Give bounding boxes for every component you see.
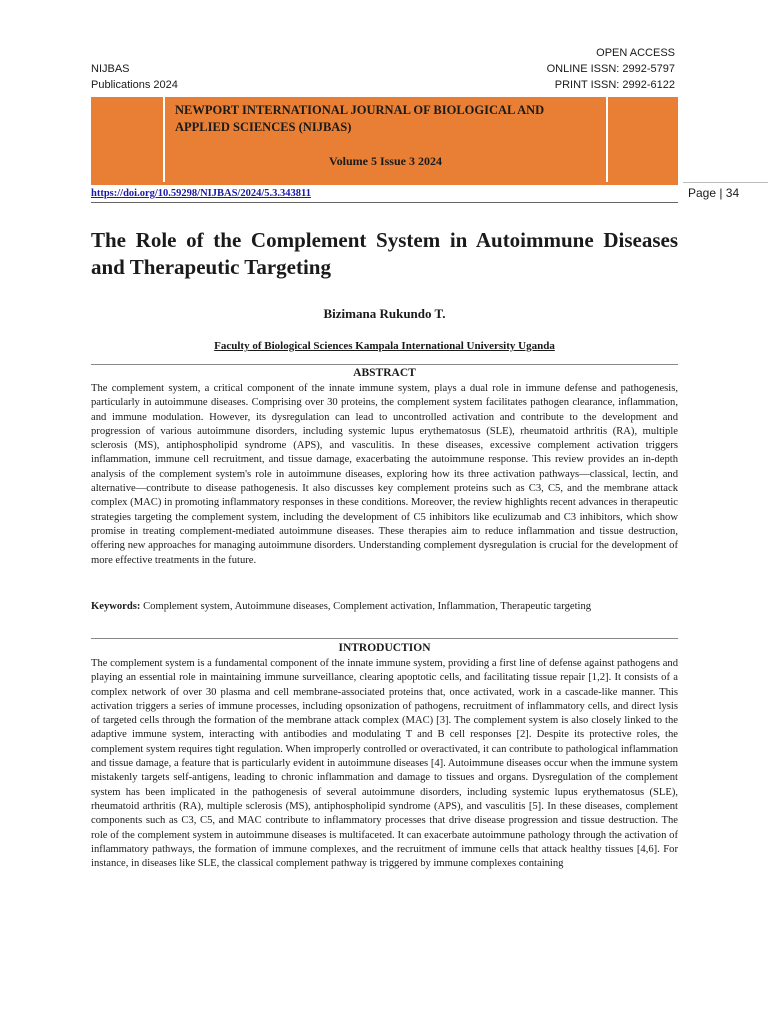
header-right [547, 45, 675, 93]
introduction-heading: INTRODUCTION [338, 642, 431, 654]
introduction-text: The complement system is a fundamental component of the innate immune system, providing a first line of defense against pathogens and playing an essential role in maintaining immune surveillance, clearing apoptotic cells, and facilitating tissue repair [1,2]. It consists of a complex network of over 30 plasma and cell membrane-associated proteins that, once activated, work in a cascade-like manner. This activation triggers a series of immune processes, including opsonization of pathogens, recruitment of inflammatory cells, and direct lysis of targeted cells through the formation of the membrane attack complex (MAC) [3]. The complement system is also closely linked to the adaptive immune system, interacting with antibodies and modulating T and B cell responses [2]. Despite its protective roles, the complement system requires tight regulation. When improperly controlled or overactivated, it can contribute to pathological inflammation and tissue damage, a feature that is particularly evident in autoimmune diseases [4]. Autoimmune diseases occur when the immune system mistakenly targets self-antigens, leading to chronic inflammation and damage to tissues and organs. Dysregulation of the complement system has been implicated in the pathogenesis of several autoimmune disorders, including systemic lupus erythematosus (SLE), rheumatoid arthritis (RA), multiple sclerosis (MS), antiphospholipid syndrome (APS), and vasculitis [5]. In these diseases, complement components such as C3, C5, and MAC contribute to inflammatory processes that drive disease progression and tissue destruction. The role of the complement system in autoimmune diseases is multifaceted. It can exacerbate autoimmune pathology through the activation of inflammatory pathways, the formation of immune complexes, and the recruitment of immune cells that attack healthy tissues [4,6]. For instance, in diseases like SLE, the classical complement pathway is triggered by immune complexes containing [91, 658, 678, 870]
online-issn: ONLINE ISSN: 2992-5797 [546, 63, 675, 75]
page-number-rule [683, 182, 768, 183]
keywords-label: Keywords: [91, 601, 141, 612]
author-affiliation: Faculty of Biological Sciences Kampala International University Uganda [214, 340, 555, 352]
journal-short: NIJBAS [91, 63, 130, 75]
doi-link[interactable]: https://doi.org/10.59298/NIJBAS/2024/5.3.343811 [91, 188, 311, 199]
doi-rule [91, 202, 678, 203]
article-title: The Role of the Complement System in Autoimmune Diseases and Therapeutic Targeting [91, 228, 678, 279]
open-access-label: OPEN ACCESS [596, 47, 675, 59]
abstract-text: The complement system, a critical component of the innate immune system, plays a dual role in immune defense and pathogenesis, particularly in autoimmune diseases. Comprising over 30 proteins, the complement system facilitates pathogen clearance, inflammation, and immune modulation. However, its dysregulation can lead to uncontrolled activation and contribute to the development and progression of various autoimmune disorders, including systemic lupus erythematosus (SLE), rheumatoid arthritis (RA), multiple sclerosis (MS), antiphospholipid syndrome (APS), and vasculitis. In these diseases, excessive complement activation triggers inflammation, immune cell recruitment, and tissue damage, exacerbating the autoimmune response. This review provides an in-depth analysis of the complement system's role in autoimmune diseases, exploring how its three activation pathways—classical, lectin, and alternative—contribute to disease pathogenesis. It also discusses key complement proteins such as C3, C5, and the membrane attack complex (MAC) in promoting inflammatory responses in these conditions. Moreover, the review highlights recent advances in therapeutic strategies targeting the complement system, including the development of C5 inhibitors like eculizumab and C3 inhibitors, which show promise in treating complement-mediated autoimmune diseases. These therapies aim to reduce inflammation and tissue destruction, offering new approaches for managing autoimmune disorders. Understanding complement dysregulation is crucial for the development of more effective treatments in the future. [91, 383, 678, 566]
page-number: Page | 34 [688, 186, 740, 200]
keywords-list: Complement system, Autoimmune diseases, Complement activation, Inflammation, Therapeutic targeting [140, 601, 592, 612]
volume-issue: Volume 5 Issue 3 2024 [329, 154, 442, 168]
abstract-heading: ABSTRACT [353, 367, 416, 379]
journal-full-title: NEWPORT INTERNATIONAL JOURNAL OF BIOLOGICAL AND APPLIED SCIENCES (NIJBAS) [175, 103, 545, 134]
journal-banner-inner [163, 97, 608, 182]
abstract-top-rule [91, 364, 678, 365]
print-issn: PRINT ISSN: 2992-6122 [554, 79, 675, 91]
keywords [91, 600, 678, 614]
header-left [91, 61, 178, 93]
introduction-top-rule [91, 638, 678, 639]
author-name: Bizimana Rukundo T. [323, 306, 446, 321]
publications-year: Publications 2024 [91, 79, 178, 91]
